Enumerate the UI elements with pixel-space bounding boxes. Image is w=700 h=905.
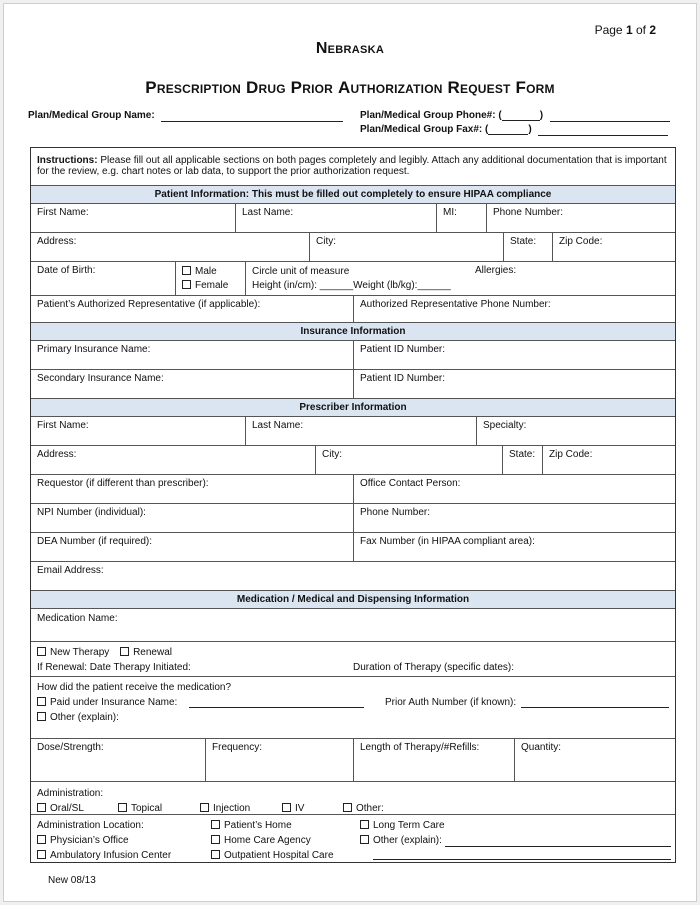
prescriber-first-name[interactable]: First Name: bbox=[37, 420, 89, 431]
female-option[interactable]: Female bbox=[182, 279, 239, 293]
form-page bbox=[3, 3, 697, 902]
form-version: New 08/13 bbox=[48, 875, 96, 886]
form-title: Prescription Drug Prior Authorization Request Form bbox=[145, 78, 555, 97]
insurance-name-field[interactable] bbox=[189, 707, 364, 708]
primary-patient-id[interactable]: Patient ID Number: bbox=[353, 341, 675, 369]
state-title: Nebraska bbox=[315, 40, 385, 57]
length-of-therapy[interactable]: Length of Therapy/#Refills: bbox=[353, 739, 514, 781]
oral-checkbox[interactable] bbox=[37, 803, 46, 812]
loc-infusion-center[interactable]: Ambulatory Infusion Center bbox=[37, 848, 171, 863]
iv-checkbox[interactable] bbox=[282, 803, 291, 812]
loc-home-care[interactable]: Home Care Agency bbox=[211, 833, 334, 848]
patient-phone[interactable]: Phone Number: bbox=[486, 204, 675, 232]
renewal-option[interactable]: Renewal bbox=[120, 647, 172, 658]
patient-representative[interactable]: Patient’s Authorized Representative (if applicable): bbox=[37, 299, 261, 310]
new-therapy-checkbox[interactable] bbox=[37, 647, 46, 656]
loc-outpatient-hospital[interactable]: Outpatient Hospital Care bbox=[211, 848, 334, 863]
patient-first-name[interactable]: First Name: bbox=[37, 207, 89, 218]
plan-phone-field[interactable] bbox=[550, 121, 670, 122]
plan-fax-label: Plan/Medical Group Fax#: ( ) bbox=[360, 124, 532, 135]
plan-name-label: Plan/Medical Group Name: bbox=[28, 110, 155, 121]
paid-insurance-checkbox[interactable] bbox=[37, 697, 46, 706]
plan-name-field[interactable] bbox=[161, 121, 343, 122]
secondary-insurance[interactable]: Secondary Insurance Name: bbox=[37, 373, 164, 384]
patient-measure[interactable] bbox=[245, 262, 469, 295]
outpatient-hospital-checkbox[interactable] bbox=[211, 850, 220, 859]
date-therapy-initiated[interactable]: If Renewal: Date Therapy Initiated: bbox=[37, 662, 191, 673]
patient-allergies[interactable]: Allergies: bbox=[475, 265, 517, 276]
instructions: Instructions: Please fill out all applicable sections on both pages completely and legibly. Attach any additional documentation that is important for the review, e.g. chart notes or lab data, to support the prior authorization request. bbox=[37, 155, 667, 177]
frequency[interactable]: Frequency: bbox=[205, 739, 353, 781]
other-explain-checkbox[interactable] bbox=[37, 712, 46, 721]
paid-insurance-option[interactable]: Paid under Insurance Name: bbox=[37, 697, 177, 708]
prescriber-section-header: Prescriber Information bbox=[31, 398, 675, 416]
loc-other[interactable]: Other (explain): bbox=[360, 833, 445, 848]
admin-location-label: Administration Location: bbox=[37, 820, 144, 831]
insurance-section-header: Insurance Information bbox=[31, 322, 675, 340]
long-term-care-checkbox[interactable] bbox=[360, 820, 369, 829]
administration-location bbox=[31, 814, 675, 862]
secondary-patient-id[interactable]: Patient ID Number: bbox=[353, 370, 675, 398]
medication-name[interactable]: Medication Name: bbox=[31, 608, 675, 641]
authorization-form bbox=[30, 147, 676, 863]
patient-city[interactable]: City: bbox=[309, 233, 503, 261]
admin-topical-option[interactable]: Topical bbox=[118, 801, 162, 816]
prescriber-state[interactable]: State: bbox=[502, 446, 542, 474]
medication-section-header: Medication / Medical and Dispensing Information bbox=[31, 590, 675, 608]
administration-label: Administration: bbox=[37, 788, 104, 799]
page-number: Page 1 of 2 bbox=[594, 23, 656, 37]
prescriber-city[interactable]: City: bbox=[315, 446, 502, 474]
representative-phone[interactable]: Authorized Representative Phone Number: bbox=[353, 296, 675, 322]
administration bbox=[31, 781, 675, 814]
admin-iv-option[interactable]: IV bbox=[282, 801, 304, 816]
prescriber-specialty[interactable]: Specialty: bbox=[476, 417, 675, 445]
duration-of-therapy[interactable]: Duration of Therapy (specific dates): bbox=[353, 662, 515, 673]
patient-state[interactable]: State: bbox=[503, 233, 552, 261]
loc-physician-office[interactable]: Physician’s Office bbox=[37, 833, 171, 848]
how-received bbox=[31, 676, 675, 738]
prior-auth-field[interactable] bbox=[521, 707, 669, 708]
patient-home-checkbox[interactable] bbox=[211, 820, 220, 829]
loc-other-field[interactable] bbox=[445, 846, 671, 847]
physician-office-checkbox[interactable] bbox=[37, 835, 46, 844]
therapy-type bbox=[31, 641, 675, 676]
injection-checkbox[interactable] bbox=[200, 803, 209, 812]
primary-insurance[interactable]: Primary Insurance Name: bbox=[37, 344, 151, 355]
admin-oral-option[interactable]: Oral/SL bbox=[37, 801, 84, 816]
dose-strength[interactable]: Dose/Strength: bbox=[37, 742, 104, 753]
patient-zip[interactable]: Zip Code: bbox=[552, 233, 675, 261]
patient-address[interactable]: Address: bbox=[37, 236, 77, 247]
patient-gender bbox=[175, 262, 245, 295]
patient-mi[interactable]: MI: bbox=[436, 204, 486, 232]
prescriber-phone[interactable]: Phone Number: bbox=[353, 504, 675, 532]
prescriber-last-name[interactable]: Last Name: bbox=[245, 417, 476, 445]
loc-other-field-2[interactable] bbox=[373, 859, 671, 860]
male-option[interactable]: Male bbox=[182, 265, 239, 279]
prescriber-zip[interactable]: Zip Code: bbox=[542, 446, 675, 474]
new-therapy-option[interactable]: New Therapy bbox=[37, 647, 109, 658]
admin-injection-option[interactable]: Injection bbox=[200, 801, 250, 816]
renewal-checkbox[interactable] bbox=[120, 647, 129, 656]
female-checkbox[interactable] bbox=[182, 280, 191, 289]
requestor[interactable]: Requestor (if different than prescriber): bbox=[37, 478, 209, 489]
loc-long-term-care[interactable]: Long Term Care bbox=[360, 818, 445, 833]
office-contact[interactable]: Office Contact Person: bbox=[353, 475, 675, 503]
infusion-center-checkbox[interactable] bbox=[37, 850, 46, 859]
dea-number[interactable]: DEA Number (if required): bbox=[37, 536, 153, 547]
prior-auth-label: Prior Auth Number (if known): bbox=[385, 697, 517, 708]
patient-section-header: Patient Information: This must be filled out completely to ensure HIPAA compliance bbox=[31, 185, 675, 203]
prescriber-fax[interactable]: Fax Number (in HIPAA compliant area): bbox=[353, 533, 675, 561]
admin-other-option[interactable]: Other: bbox=[343, 801, 384, 816]
topical-checkbox[interactable] bbox=[118, 803, 127, 812]
loc-other-checkbox[interactable] bbox=[360, 835, 369, 844]
male-checkbox[interactable] bbox=[182, 266, 191, 275]
patient-last-name[interactable]: Last Name: bbox=[235, 204, 436, 232]
admin-other-checkbox[interactable] bbox=[343, 803, 352, 812]
loc-patient-home[interactable]: Patient’s Home bbox=[211, 818, 334, 833]
quantity[interactable]: Quantity: bbox=[514, 739, 675, 781]
how-received-label: How did the patient receive the medication? bbox=[37, 682, 232, 693]
npi-number[interactable]: NPI Number (individual): bbox=[37, 507, 146, 518]
circle-unit-label: Circle unit of measure bbox=[252, 266, 350, 277]
other-explain-option[interactable]: Other (explain): bbox=[37, 710, 669, 725]
email-address[interactable]: Email Address: bbox=[37, 565, 104, 576]
plan-phone-label: Plan/Medical Group Phone#: ( ) bbox=[360, 110, 544, 121]
patient-dob[interactable]: Date of Birth: bbox=[37, 265, 96, 276]
height-weight-label: Height (in/cm): ______Weight (lb/kg):______ bbox=[252, 280, 451, 291]
prescriber-address[interactable]: Address: bbox=[37, 449, 77, 460]
home-care-checkbox[interactable] bbox=[211, 835, 220, 844]
plan-fax-field[interactable] bbox=[538, 135, 668, 136]
